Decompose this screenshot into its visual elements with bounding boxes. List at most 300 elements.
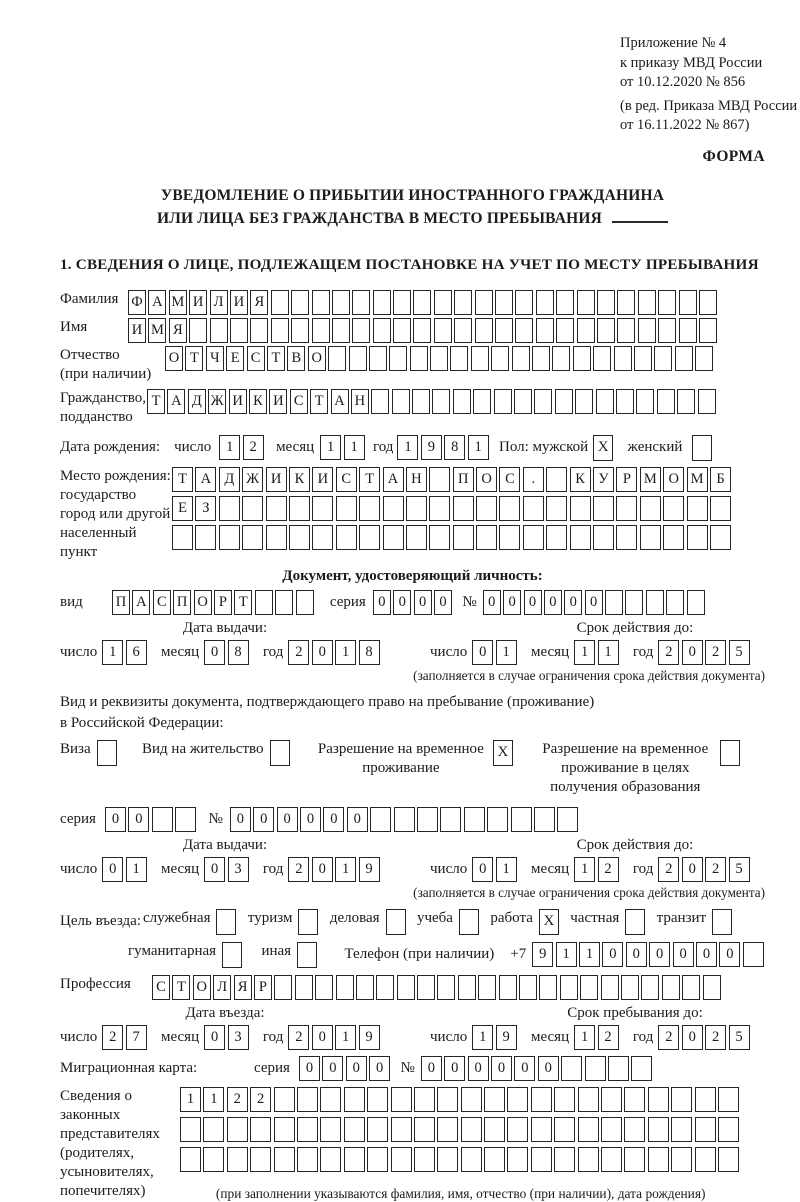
char-box[interactable]: 2: [705, 1025, 726, 1050]
char-box[interactable]: 2: [658, 640, 679, 665]
char-box[interactable]: 2: [658, 857, 679, 882]
char-box[interactable]: [336, 975, 354, 1000]
char-box[interactable]: Т: [147, 389, 165, 414]
char-box[interactable]: 1: [574, 857, 595, 882]
char-box[interactable]: [570, 525, 591, 550]
char-box[interactable]: [578, 1087, 599, 1112]
char-box[interactable]: [640, 525, 661, 550]
char-box[interactable]: [617, 318, 635, 343]
char-box[interactable]: [356, 975, 374, 1000]
char-box[interactable]: И: [229, 389, 247, 414]
char-box[interactable]: 2: [288, 1025, 309, 1050]
char-box[interactable]: 0: [626, 942, 647, 967]
char-box[interactable]: [616, 389, 634, 414]
char-box[interactable]: [344, 1087, 365, 1112]
char-box[interactable]: [222, 942, 242, 968]
char-box[interactable]: [216, 909, 236, 935]
char-box[interactable]: [640, 496, 661, 521]
char-box[interactable]: 0: [483, 590, 501, 615]
char-box[interactable]: [359, 525, 380, 550]
char-box[interactable]: [519, 975, 537, 1000]
char-box[interactable]: [414, 1087, 435, 1112]
char-box[interactable]: 0: [719, 942, 740, 967]
char-box[interactable]: [608, 1056, 629, 1081]
char-box[interactable]: [270, 740, 290, 766]
char-box[interactable]: [625, 909, 645, 935]
char-box[interactable]: [437, 1147, 458, 1172]
char-box[interactable]: [417, 975, 435, 1000]
char-box[interactable]: 0: [323, 807, 344, 832]
tourism-checkbox[interactable]: [298, 909, 320, 935]
char-box[interactable]: А: [195, 467, 216, 492]
char-box[interactable]: 0: [105, 807, 126, 832]
char-box[interactable]: [219, 496, 240, 521]
char-box[interactable]: [450, 346, 468, 371]
char-box[interactable]: [495, 290, 513, 315]
char-box[interactable]: [718, 1147, 739, 1172]
char-box[interactable]: [344, 1147, 365, 1172]
char-box[interactable]: [720, 740, 740, 766]
char-box[interactable]: [180, 1117, 201, 1142]
char-box[interactable]: [312, 496, 333, 521]
char-box[interactable]: 0: [444, 1056, 465, 1081]
char-box[interactable]: [454, 318, 472, 343]
visa-checkbox[interactable]: [97, 740, 119, 766]
char-box[interactable]: [459, 909, 479, 935]
char-box[interactable]: 7: [126, 1025, 147, 1050]
char-box[interactable]: П: [112, 590, 130, 615]
char-box[interactable]: [437, 1087, 458, 1112]
transit-checkbox[interactable]: [712, 909, 734, 935]
char-box[interactable]: 0: [468, 1056, 489, 1081]
char-box[interactable]: [461, 1087, 482, 1112]
char-box[interactable]: 9: [359, 857, 380, 882]
char-box[interactable]: [393, 290, 411, 315]
char-box[interactable]: [393, 318, 411, 343]
char-box[interactable]: 2: [705, 857, 726, 882]
char-box[interactable]: 2: [658, 1025, 679, 1050]
residence-permit-checkbox[interactable]: [270, 740, 292, 766]
char-box[interactable]: Т: [359, 467, 380, 492]
char-box[interactable]: Н: [406, 467, 427, 492]
char-box[interactable]: [291, 290, 309, 315]
char-box[interactable]: [487, 807, 508, 832]
char-box[interactable]: .: [523, 467, 544, 492]
char-box[interactable]: 0: [524, 590, 542, 615]
char-box[interactable]: [662, 975, 680, 1000]
char-box[interactable]: 2: [598, 857, 619, 882]
char-box[interactable]: [315, 975, 333, 1000]
char-box[interactable]: [648, 1147, 669, 1172]
char-box[interactable]: [392, 389, 410, 414]
char-box[interactable]: [406, 496, 427, 521]
char-box[interactable]: [687, 496, 708, 521]
char-box[interactable]: [189, 318, 207, 343]
char-box[interactable]: [616, 525, 637, 550]
char-box[interactable]: [349, 346, 367, 371]
char-box[interactable]: [250, 318, 268, 343]
char-box[interactable]: [663, 525, 684, 550]
char-box[interactable]: [646, 590, 664, 615]
char-box[interactable]: [274, 1087, 295, 1112]
char-box[interactable]: [429, 525, 450, 550]
char-box[interactable]: А: [167, 389, 185, 414]
char-box[interactable]: О: [663, 467, 684, 492]
char-box[interactable]: Т: [234, 590, 252, 615]
title-blank-line[interactable]: [612, 211, 668, 223]
char-box[interactable]: [556, 290, 574, 315]
char-box[interactable]: [532, 346, 550, 371]
char-box[interactable]: [703, 975, 721, 1000]
char-box[interactable]: Н: [351, 389, 369, 414]
char-box[interactable]: [367, 1087, 388, 1112]
char-box[interactable]: [712, 909, 732, 935]
char-box[interactable]: [203, 1117, 224, 1142]
char-box[interactable]: [638, 290, 656, 315]
char-box[interactable]: [250, 1147, 271, 1172]
char-box[interactable]: [271, 318, 289, 343]
char-box[interactable]: [413, 318, 431, 343]
char-box[interactable]: [461, 1147, 482, 1172]
char-box[interactable]: 1: [397, 435, 418, 460]
char-box[interactable]: 8: [228, 640, 249, 665]
char-box[interactable]: Б: [710, 467, 731, 492]
char-box[interactable]: [320, 1117, 341, 1142]
char-box[interactable]: [616, 496, 637, 521]
char-box[interactable]: [560, 975, 578, 1000]
char-box[interactable]: Р: [214, 590, 232, 615]
char-box[interactable]: Д: [188, 389, 206, 414]
char-box[interactable]: П: [453, 467, 474, 492]
char-box[interactable]: [412, 389, 430, 414]
char-box[interactable]: [695, 1147, 716, 1172]
char-box[interactable]: Д: [219, 467, 240, 492]
char-box[interactable]: 0: [253, 807, 274, 832]
char-box[interactable]: [359, 496, 380, 521]
char-box[interactable]: И: [266, 467, 287, 492]
char-box[interactable]: [546, 496, 567, 521]
char-box[interactable]: С: [153, 590, 171, 615]
char-box[interactable]: [440, 807, 461, 832]
char-box[interactable]: К: [570, 467, 591, 492]
char-box[interactable]: К: [289, 467, 310, 492]
char-box[interactable]: [391, 1117, 412, 1142]
char-box[interactable]: А: [383, 467, 404, 492]
char-box[interactable]: 1: [335, 857, 356, 882]
char-box[interactable]: 0: [393, 590, 411, 615]
char-box[interactable]: [389, 346, 407, 371]
char-box[interactable]: 5: [729, 640, 750, 665]
char-box[interactable]: П: [173, 590, 191, 615]
char-box[interactable]: [367, 1147, 388, 1172]
char-box[interactable]: [242, 525, 263, 550]
char-box[interactable]: 5: [729, 857, 750, 882]
char-box[interactable]: 0: [503, 590, 521, 615]
char-box[interactable]: [593, 525, 614, 550]
char-box[interactable]: [336, 496, 357, 521]
char-box[interactable]: [370, 807, 391, 832]
char-box[interactable]: Л: [213, 975, 231, 1000]
char-box[interactable]: 0: [128, 807, 149, 832]
char-box[interactable]: 0: [204, 640, 225, 665]
char-box[interactable]: [434, 290, 452, 315]
char-box[interactable]: 0: [373, 590, 391, 615]
char-box[interactable]: 0: [585, 590, 603, 615]
char-box[interactable]: [666, 590, 684, 615]
char-box[interactable]: [274, 1117, 295, 1142]
char-box[interactable]: [585, 1056, 606, 1081]
char-box[interactable]: 3: [228, 1025, 249, 1050]
char-box[interactable]: [580, 975, 598, 1000]
char-box[interactable]: М: [640, 467, 661, 492]
char-box[interactable]: [512, 346, 530, 371]
char-box[interactable]: [175, 807, 196, 832]
char-box[interactable]: [601, 1087, 622, 1112]
char-box[interactable]: [255, 590, 273, 615]
char-box[interactable]: 2: [243, 435, 264, 460]
humanitarian-checkbox[interactable]: [222, 942, 244, 968]
char-box[interactable]: [687, 590, 705, 615]
char-box[interactable]: 0: [544, 590, 562, 615]
char-box[interactable]: [523, 496, 544, 521]
char-box[interactable]: [718, 1087, 739, 1112]
char-box[interactable]: 0: [102, 857, 123, 882]
char-box[interactable]: У: [593, 467, 614, 492]
char-box[interactable]: С: [499, 467, 520, 492]
char-box[interactable]: [654, 346, 672, 371]
char-box[interactable]: 0: [564, 590, 582, 615]
char-box[interactable]: [432, 389, 450, 414]
char-box[interactable]: [657, 389, 675, 414]
char-box[interactable]: [718, 1117, 739, 1142]
char-box[interactable]: 0: [602, 942, 623, 967]
char-box[interactable]: 0: [300, 807, 321, 832]
char-box[interactable]: [297, 1117, 318, 1142]
char-box[interactable]: 0: [346, 1056, 367, 1081]
char-box[interactable]: [499, 496, 520, 521]
char-box[interactable]: [663, 496, 684, 521]
char-box[interactable]: [695, 1117, 716, 1142]
char-box[interactable]: [152, 807, 173, 832]
char-box[interactable]: 0: [491, 1056, 512, 1081]
char-box[interactable]: [297, 942, 317, 968]
char-box[interactable]: [464, 807, 485, 832]
char-box[interactable]: [531, 1117, 552, 1142]
char-box[interactable]: [593, 496, 614, 521]
char-box[interactable]: О: [193, 975, 211, 1000]
char-box[interactable]: С: [152, 975, 170, 1000]
char-box[interactable]: [437, 1117, 458, 1142]
char-box[interactable]: [369, 346, 387, 371]
char-box[interactable]: 2: [227, 1087, 248, 1112]
char-box[interactable]: [507, 1087, 528, 1112]
char-box[interactable]: [575, 389, 593, 414]
work-checkbox[interactable]: [539, 909, 561, 935]
char-box[interactable]: Я: [234, 975, 252, 1000]
char-box[interactable]: Т: [185, 346, 203, 371]
char-box[interactable]: [614, 346, 632, 371]
char-box[interactable]: [484, 1147, 505, 1172]
char-box[interactable]: [473, 389, 491, 414]
char-box[interactable]: [494, 389, 512, 414]
char-box[interactable]: [631, 1056, 652, 1081]
char-box[interactable]: С: [247, 346, 265, 371]
char-box[interactable]: Е: [172, 496, 193, 521]
char-box[interactable]: [695, 1087, 716, 1112]
char-box[interactable]: [367, 1117, 388, 1142]
char-box[interactable]: [555, 389, 573, 414]
business-checkbox[interactable]: [386, 909, 408, 935]
char-box[interactable]: И: [230, 290, 248, 315]
char-box[interactable]: В: [287, 346, 305, 371]
char-box[interactable]: [328, 346, 346, 371]
char-box[interactable]: [634, 346, 652, 371]
char-box[interactable]: [289, 525, 310, 550]
char-box[interactable]: А: [132, 590, 150, 615]
char-box[interactable]: [410, 346, 428, 371]
char-box[interactable]: 0: [421, 1056, 442, 1081]
char-box[interactable]: [434, 318, 452, 343]
char-box[interactable]: [636, 389, 654, 414]
char-box[interactable]: 0: [299, 1056, 320, 1081]
char-box[interactable]: [312, 290, 330, 315]
char-box[interactable]: [266, 525, 287, 550]
char-box[interactable]: 0: [434, 590, 452, 615]
char-box[interactable]: 2: [598, 1025, 619, 1050]
char-box[interactable]: [682, 975, 700, 1000]
char-box[interactable]: [658, 318, 676, 343]
char-box[interactable]: Ч: [206, 346, 224, 371]
char-box[interactable]: [373, 318, 391, 343]
char-box[interactable]: [332, 318, 350, 343]
char-box[interactable]: 2: [288, 640, 309, 665]
char-box[interactable]: [475, 290, 493, 315]
char-box[interactable]: [531, 1087, 552, 1112]
char-box[interactable]: [414, 1147, 435, 1172]
char-box[interactable]: 0: [472, 640, 493, 665]
char-box[interactable]: [552, 346, 570, 371]
char-box[interactable]: 1: [598, 640, 619, 665]
char-box[interactable]: И: [189, 290, 207, 315]
char-box[interactable]: [397, 975, 415, 1000]
char-box[interactable]: [227, 1147, 248, 1172]
char-box[interactable]: 8: [359, 640, 380, 665]
char-box[interactable]: [557, 807, 578, 832]
char-box[interactable]: А: [331, 389, 349, 414]
temp-residence-edu-checkbox[interactable]: [720, 740, 742, 766]
char-box[interactable]: [677, 389, 695, 414]
char-box[interactable]: [536, 318, 554, 343]
char-box[interactable]: [507, 1117, 528, 1142]
char-box[interactable]: [471, 346, 489, 371]
char-box[interactable]: Ф: [128, 290, 146, 315]
char-box[interactable]: [546, 525, 567, 550]
char-box[interactable]: 2: [705, 640, 726, 665]
char-box[interactable]: [437, 975, 455, 1000]
char-box[interactable]: Е: [226, 346, 244, 371]
char-box[interactable]: [371, 389, 389, 414]
char-box[interactable]: [515, 290, 533, 315]
char-box[interactable]: 1: [219, 435, 240, 460]
char-box[interactable]: 8: [444, 435, 465, 460]
char-box[interactable]: 2: [102, 1025, 123, 1050]
char-box[interactable]: [172, 525, 193, 550]
char-box[interactable]: З: [195, 496, 216, 521]
char-box[interactable]: 0: [277, 807, 298, 832]
char-box[interactable]: 0: [514, 1056, 535, 1081]
char-box[interactable]: [692, 435, 712, 461]
char-box[interactable]: [625, 590, 643, 615]
char-box[interactable]: [671, 1147, 692, 1172]
char-box[interactable]: [414, 1117, 435, 1142]
char-box[interactable]: [453, 525, 474, 550]
char-box[interactable]: [453, 389, 471, 414]
char-box[interactable]: [386, 909, 406, 935]
char-box[interactable]: 0: [347, 807, 368, 832]
char-box[interactable]: [476, 496, 497, 521]
char-box[interactable]: [554, 1147, 575, 1172]
char-box[interactable]: [352, 290, 370, 315]
char-box[interactable]: [242, 496, 263, 521]
char-box[interactable]: [406, 525, 427, 550]
char-box[interactable]: С: [290, 389, 308, 414]
char-box[interactable]: [210, 318, 228, 343]
char-box[interactable]: [499, 975, 517, 1000]
char-box[interactable]: [648, 1087, 669, 1112]
char-box[interactable]: [658, 290, 676, 315]
char-box[interactable]: [698, 389, 716, 414]
char-box[interactable]: Ж: [242, 467, 263, 492]
char-box[interactable]: [671, 1117, 692, 1142]
char-box[interactable]: [461, 1117, 482, 1142]
char-box[interactable]: 0: [472, 857, 493, 882]
char-box[interactable]: 2: [250, 1087, 271, 1112]
char-box[interactable]: [710, 525, 731, 550]
char-box[interactable]: М: [148, 318, 166, 343]
char-box[interactable]: [203, 1147, 224, 1172]
char-box[interactable]: [274, 975, 292, 1000]
char-box[interactable]: [430, 346, 448, 371]
char-box[interactable]: [475, 318, 493, 343]
char-box[interactable]: [539, 975, 557, 1000]
char-box[interactable]: [391, 1147, 412, 1172]
char-box[interactable]: 1: [496, 640, 517, 665]
char-box[interactable]: [597, 290, 615, 315]
char-box[interactable]: [534, 807, 555, 832]
char-box[interactable]: [561, 1056, 582, 1081]
char-box[interactable]: 0: [649, 942, 670, 967]
char-box[interactable]: [710, 496, 731, 521]
char-box[interactable]: 0: [538, 1056, 559, 1081]
char-box[interactable]: 0: [230, 807, 251, 832]
temp-residence-checkbox[interactable]: [493, 740, 515, 766]
char-box[interactable]: 1: [344, 435, 365, 460]
char-box[interactable]: О: [308, 346, 326, 371]
char-box[interactable]: [180, 1147, 201, 1172]
char-box[interactable]: [454, 290, 472, 315]
char-box[interactable]: [648, 1117, 669, 1142]
char-box[interactable]: 1: [496, 857, 517, 882]
char-box[interactable]: А: [148, 290, 166, 315]
char-box[interactable]: И: [312, 467, 333, 492]
char-box[interactable]: X: [493, 740, 513, 766]
char-box[interactable]: [593, 346, 611, 371]
char-box[interactable]: [298, 909, 318, 935]
char-box[interactable]: 0: [696, 942, 717, 967]
char-box[interactable]: [266, 496, 287, 521]
char-box[interactable]: [601, 1117, 622, 1142]
char-box[interactable]: О: [476, 467, 497, 492]
